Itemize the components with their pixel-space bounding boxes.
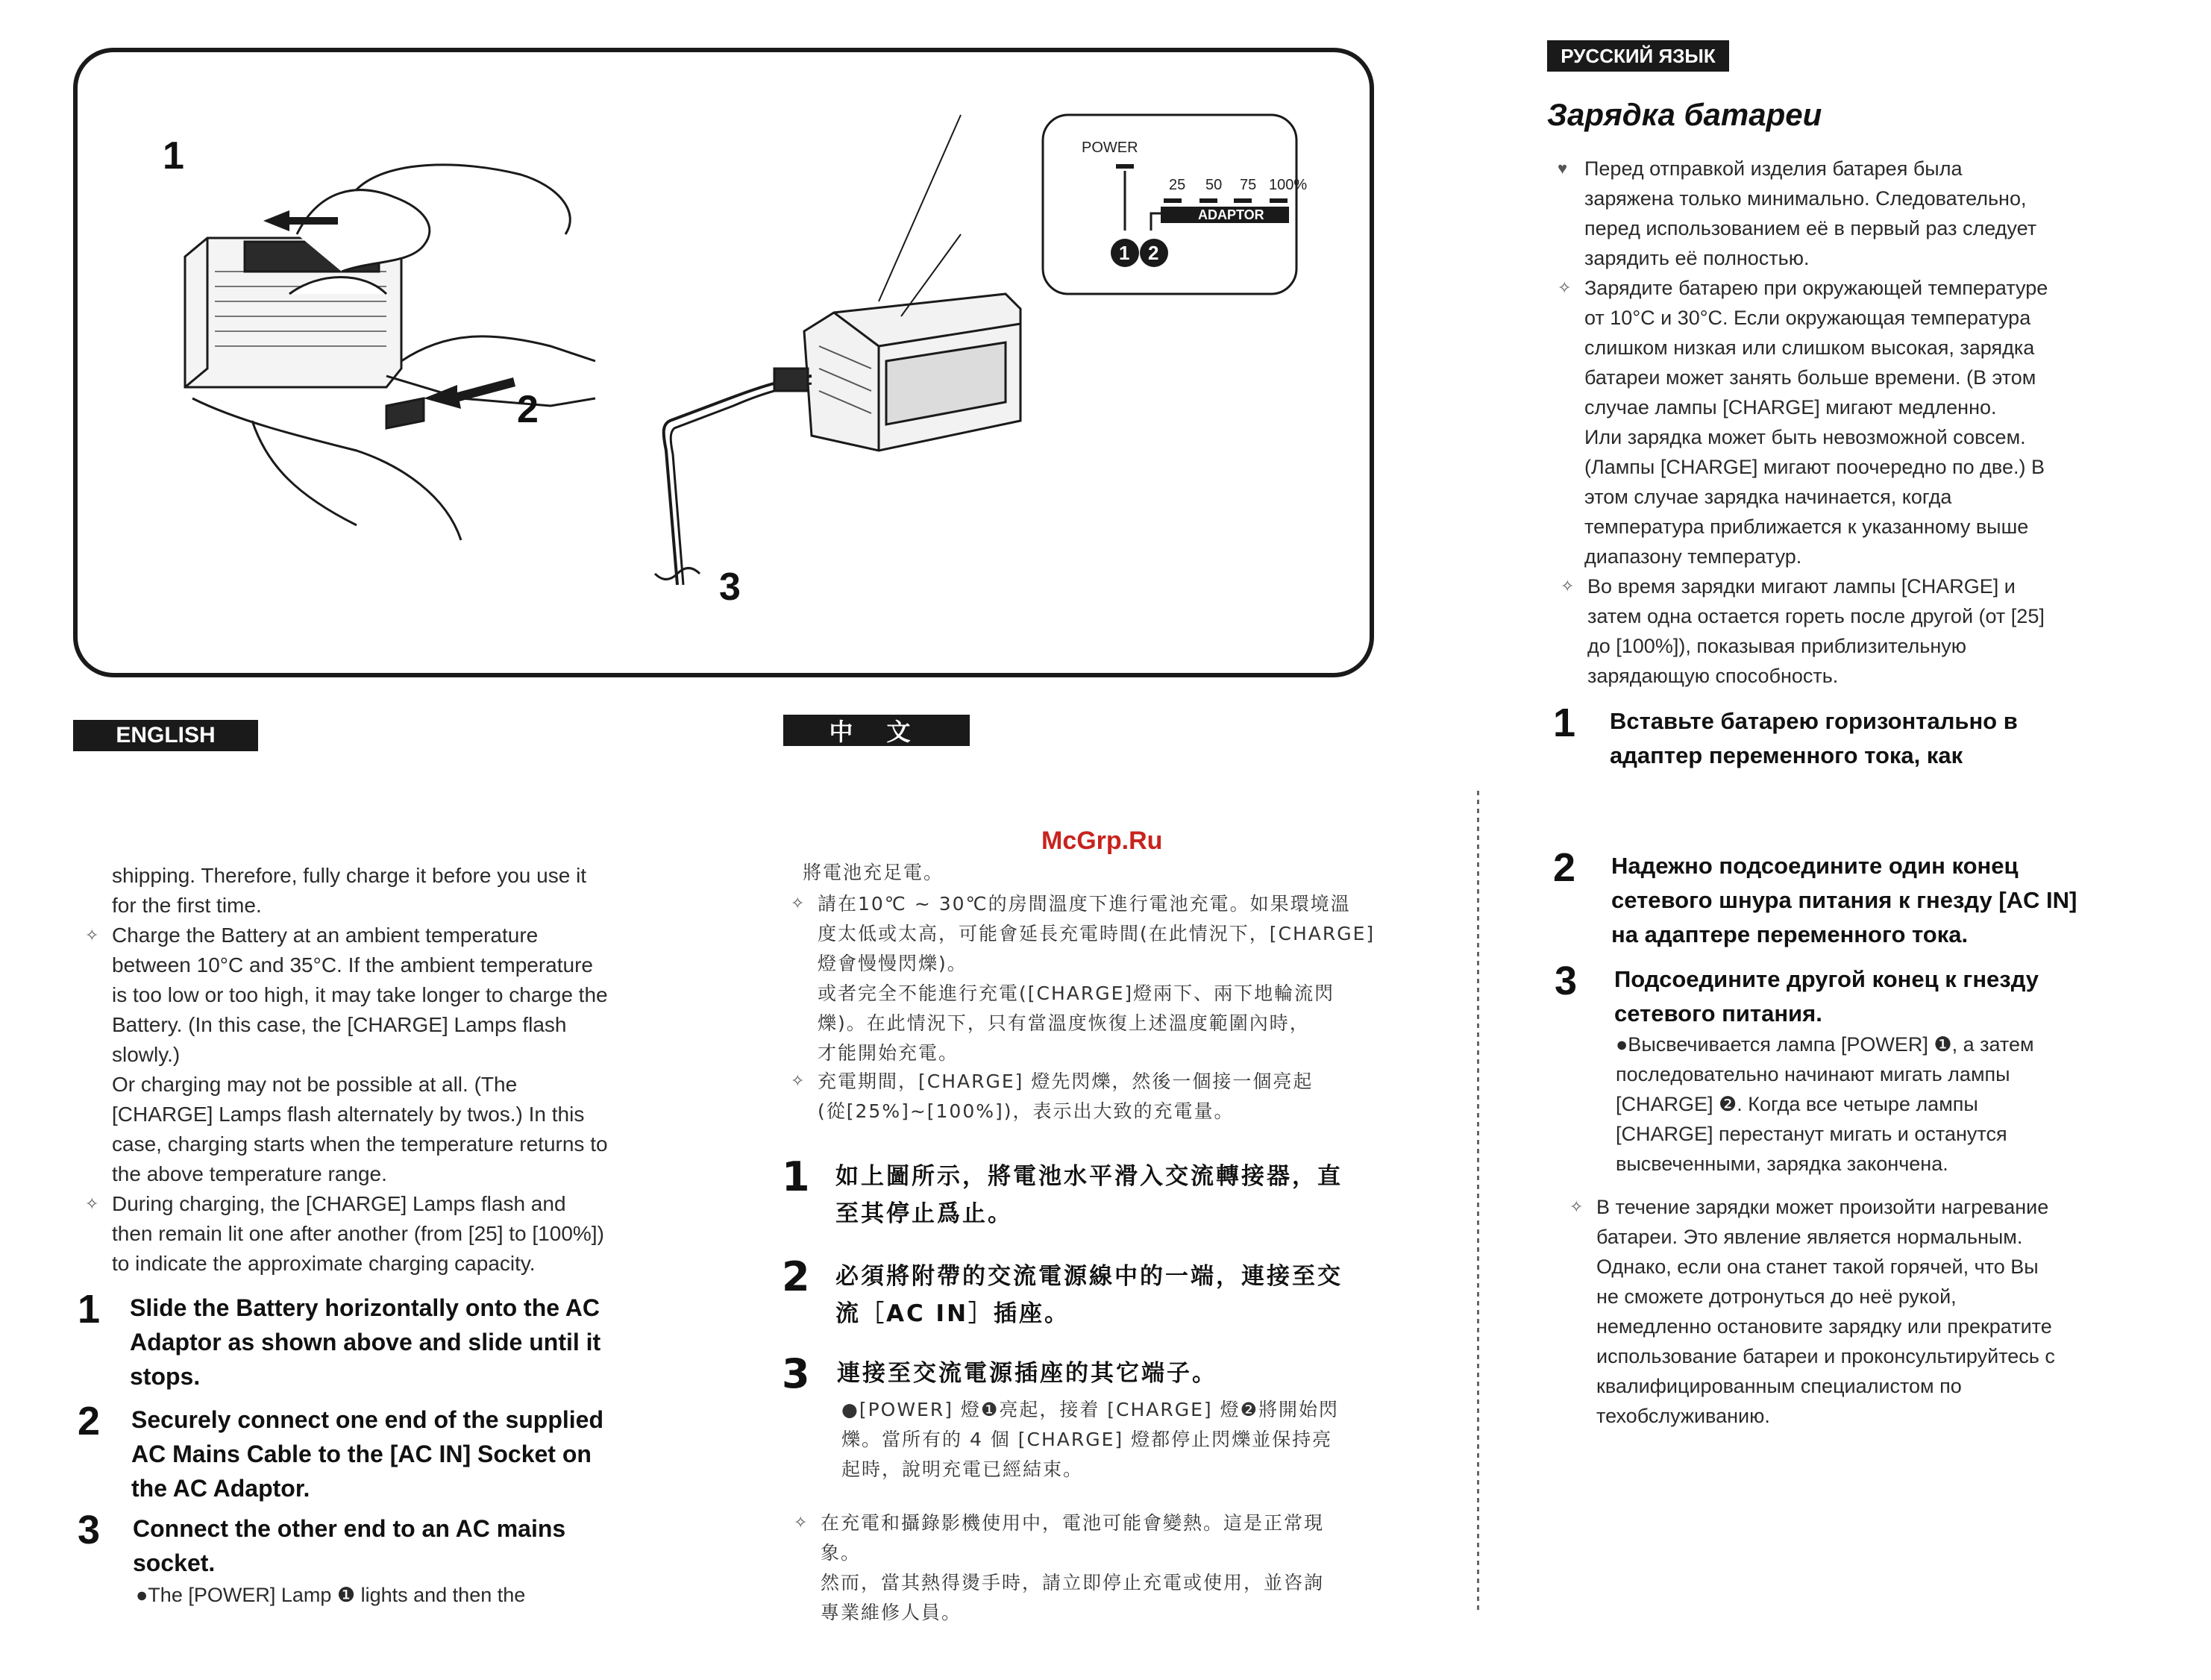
step-detail-line: ●[POWER] 燈❶亮起，接着 [CHARGE] 燈❷將開始閃 — [841, 1399, 1340, 1420]
charging-illustration — [73, 48, 1374, 677]
step-detail-line: ●Высвечивается лампа [POWER] ❶, а затем — [1616, 1033, 2034, 1056]
note-icon: ✧ — [794, 1514, 809, 1532]
note-icon: ✧ — [1569, 1197, 1584, 1216]
charge-lamp-100 — [1270, 198, 1288, 203]
charge-lamp-75 — [1234, 198, 1252, 203]
charge-tick-50: 50 — [1205, 177, 1223, 193]
step-text-line: Slide the Battery horizontally onto the AC — [130, 1294, 600, 1321]
step-text-line: Connect the other end to an AC mains — [133, 1515, 566, 1542]
russian-bullet-line: (Лампы [CHARGE] мигают поочередно по две.) В — [1584, 456, 2045, 478]
russian-note-line: немедленно остановите зарядку или прекратите — [1596, 1315, 2052, 1338]
russian-bullet-line: Или зарядка может быть невозможной совсем. — [1584, 426, 2026, 448]
heart-bullet-icon: ♥ — [1558, 159, 1568, 178]
chinese-note-line: 然而，當其熱得燙手時，請立即停止充電或使用，並咨詢 — [821, 1572, 1325, 1593]
english-intro-line: for the first time. — [112, 894, 262, 917]
step-number: 2 — [1553, 845, 1576, 890]
note-icon: ✧ — [1561, 577, 1575, 595]
russian-bullet-line: до [100%]), показывая приблизительную — [1587, 635, 1966, 657]
figure-step-2: 2 — [517, 388, 539, 431]
step-text-line: 流［AC IN］插座。 — [835, 1300, 1070, 1327]
russian-bullet-line: перед использованием её в первый раз следует — [1584, 217, 2037, 239]
russian-bullet-line: случае лампы [CHARGE] мигают медленно. — [1584, 396, 1997, 419]
site-watermark: McGrp.Ru — [1041, 827, 1163, 855]
figure-step-1: 1 — [163, 134, 184, 178]
step-text-line: Подсоедините другой конец к гнезду — [1614, 966, 2039, 992]
note-icon: ✧ — [791, 894, 806, 913]
english-bullet-line: Or charging may not be possible at all. (The — [112, 1073, 518, 1096]
russian-bullet-line: Зарядите батарею при окружающей температуре — [1584, 277, 2048, 299]
english-tag: ENGLISH — [73, 720, 258, 751]
english-bullet-charging — [85, 1189, 701, 1279]
note-icon: ✧ — [85, 926, 99, 944]
step-detail-line: высвеченными, зарядка закончена. — [1616, 1153, 1948, 1175]
chinese-bullet-charging — [791, 1067, 1414, 1126]
russian-note-line: использование батареи и проконсультируйтесь с — [1596, 1345, 2055, 1367]
charge-lamp-25 — [1164, 198, 1182, 203]
step-text-line: stops. — [130, 1363, 201, 1390]
english-bullet-line: the above temperature range. — [112, 1162, 387, 1185]
english-intro — [112, 861, 694, 921]
russian-bullet-line: затем одна остается гореть после другой (от [25] — [1587, 605, 2045, 627]
lamp-panel-callout — [1043, 115, 1307, 294]
adaptor-badge-label: ADAPTOR — [1198, 207, 1264, 222]
step-text-line: на адаптере переменного тока. — [1611, 921, 1969, 947]
chinese-bullet-line: 充電期間，[CHARGE] 燈先閃爍，然後一個接一個亮起 — [818, 1071, 1314, 1092]
callout-circle-1-label: 1 — [1119, 242, 1130, 264]
note-icon: ✧ — [1558, 278, 1572, 297]
russian-bullet-line: этом случае зарядка начинается, когда — [1584, 486, 1952, 508]
chinese-intro-line: 將電池充足電。 — [803, 862, 944, 883]
callout-circle-2-label: 2 — [1148, 242, 1159, 264]
russian-bullet-line: Во время зарядки мигают лампы [CHARGE] и — [1587, 575, 2016, 598]
russian-bullet-line: зарядить её полностью. — [1584, 247, 1810, 269]
note-icon: ✧ — [791, 1072, 806, 1091]
charge-lamp-50 — [1199, 198, 1217, 203]
russian-note-line: батареи. Это явление является нормальным. — [1596, 1226, 2023, 1248]
chinese-intro — [803, 858, 1399, 888]
english-bullet-line: slowly.) — [112, 1043, 181, 1066]
power-lamp-label: POWER — [1082, 140, 1138, 156]
step-text-line: 至其停止爲止。 — [835, 1200, 1013, 1227]
russian-bullet-line: от 10°C и 30°C. Если окружающая температура — [1584, 307, 2031, 329]
english-bullet-line: [CHARGE] Lamps flash alternately by twos.) In this — [112, 1103, 585, 1126]
russian-title: Зарядка батареи — [1547, 97, 1822, 132]
step-text-line: адаптер переменного тока, как — [1610, 742, 1963, 768]
step-number: 2 — [782, 1253, 810, 1300]
english-bullet-line: case, charging starts when the temperature returns to — [112, 1132, 608, 1156]
russian-tag: РУССКИЙ ЯЗЫК — [1547, 40, 1729, 72]
step-text-line: Вставьте батарею горизонтально в — [1610, 708, 2018, 734]
russian-note-line: В течение зарядки может произойти нагревание — [1596, 1196, 2049, 1218]
step-text-line: 必須將附帶的交流電源線中的一端，連接至交 — [835, 1263, 1343, 1290]
chinese-bullet-line: 才能開始充電。 — [818, 1042, 959, 1064]
russian-bullet-line: Перед отправкой изделия батарея была — [1584, 157, 1963, 180]
step-number: 1 — [782, 1153, 810, 1200]
step-text-line: 連接至交流電源插座的其它端子。 — [837, 1360, 1217, 1387]
step-detail-line: 起時，說明充電已經結束。 — [841, 1458, 1084, 1480]
russian-bullet-temperature — [1558, 273, 2196, 571]
english-intro-line: shipping. Therefore, fully charge it before you use it — [112, 864, 587, 887]
step-detail-line: [CHARGE] перестанут мигать и останутся — [1616, 1123, 2007, 1145]
step-number: 3 — [78, 1508, 101, 1552]
charge-tick-100: 100% — [1269, 177, 1308, 193]
english-bullet-line: between 10°C and 35°C. If the ambient temperature — [112, 953, 593, 977]
chinese-note-line: 在充電和攝錄影機使用中，電池可能會變熱。這是正常現 — [821, 1512, 1325, 1534]
english-step-3-detail: ●The [POWER] Lamp ❶ lights and then the — [136, 1584, 526, 1606]
chinese-bullet-line: (從[25%]~[100%])，表示出大致的充電量。 — [818, 1100, 1235, 1122]
russian-bullet-line: температура приближается к указанному выше — [1584, 515, 2029, 538]
english-bullet-line: Charge the Battery at an ambient temperature — [112, 924, 539, 947]
power-lamp — [1116, 164, 1134, 169]
russian-bullet-charging — [1561, 571, 2199, 691]
chinese-note-line: 專業維修人員。 — [821, 1602, 962, 1623]
chinese-bullet-line: 爍)。在此情況下，只有當溫度恢復上述溫度範圍內時， — [818, 1012, 1310, 1034]
chinese-note-line: 象。 — [821, 1542, 862, 1564]
callout-lines — [879, 115, 961, 316]
chinese-step-3-detail — [841, 1395, 1423, 1485]
step-detail-line: [CHARGE] ❷. Когда все четыре лампы — [1616, 1093, 1978, 1115]
russian-bullet-line: батареи может занять больше времени. (В этом — [1584, 366, 2036, 389]
russian-bullet-line: зарядающую способность. — [1587, 665, 1839, 687]
charge-tick-25: 25 — [1169, 177, 1186, 193]
adaptor-with-battery-drawing — [185, 165, 595, 540]
step-number: 1 — [1553, 700, 1576, 745]
step-text-line: Adaptor as shown above and slide until it — [130, 1329, 601, 1355]
column-divider — [1477, 791, 1479, 1611]
step-text-line: 如上圖所示，將電池水平滑入交流轉接器，直 — [835, 1163, 1343, 1190]
note-icon: ✧ — [85, 1194, 99, 1213]
step-text-line: Securely connect one end of the supplied — [131, 1406, 603, 1433]
russian-step-3-detail — [1616, 1029, 2198, 1179]
english-bullet-line: to indicate the approximate charging capacity. — [112, 1252, 536, 1275]
russian-note-heat — [1569, 1192, 2193, 1431]
chinese-bullet-line: 燈會慢慢閃爍)。 — [818, 953, 967, 974]
step-text-line: the AC Adaptor. — [131, 1475, 310, 1502]
russian-note-line: не сможете дотронуться до неё рукой, — [1596, 1285, 1957, 1308]
english-bullet-line: During charging, the [CHARGE] Lamps flash and — [112, 1192, 566, 1215]
step-text-line: сетевого питания. — [1614, 1000, 1822, 1027]
chinese-bullet-line: 或者完全不能進行充電([CHARGE]燈兩下、兩下地輪流閃 — [818, 982, 1335, 1004]
russian-bullet-line: диапазону температур. — [1584, 545, 1802, 568]
step-text-line: сетевого шнура питания к гнезду [AC IN] — [1611, 887, 2077, 913]
step-number: 3 — [782, 1350, 810, 1397]
step-text-line: AC Mains Cable to the [AC IN] Socket on — [131, 1441, 592, 1467]
russian-bullet-shipping — [1558, 154, 2196, 273]
step-number: 2 — [78, 1399, 101, 1444]
step-detail-line: 爍。當所有的 4 個 [CHARGE] 燈都停止閃爍並保持亮 — [841, 1429, 1333, 1450]
step-text-line: socket. — [133, 1549, 216, 1576]
russian-note-line: техобслуживанию. — [1596, 1405, 1770, 1427]
russian-note-line: Однако, если она станет такой горячей, что Вы — [1596, 1256, 2039, 1278]
charge-tick-75: 75 — [1240, 177, 1257, 193]
adaptor-cable-drawing — [655, 294, 1020, 585]
english-bullet-temperature — [85, 921, 694, 1189]
chinese-bullet-line: 請在10℃ ~ 30℃的房間溫度下進行電池充電。如果環境溫 — [818, 893, 1351, 915]
figure-step-3: 3 — [719, 565, 741, 609]
chinese-bullet-line: 度太低或太高，可能會延長充電時間(在此情況下，[CHARGE] — [818, 923, 1376, 944]
chinese-note-heat — [794, 1508, 1417, 1628]
step-detail-line: последовательно начинают мигать лампы — [1616, 1063, 2010, 1085]
chinese-bullet-temperature — [791, 889, 1414, 1068]
english-bullet-line: is too low or too high, it may take longer to charge the — [112, 983, 608, 1006]
english-bullet-line: Battery. (In this case, the [CHARGE] Lamps flash — [112, 1013, 567, 1036]
chinese-tag: 中 文 — [783, 715, 970, 746]
step-number: 3 — [1555, 959, 1578, 1003]
arrow-insert-cable — [424, 377, 515, 409]
english-bullet-line: then remain lit one after another (from [25] to [100%]) — [112, 1222, 604, 1245]
step-text-line: Надежно подсоедините один конец — [1611, 853, 2019, 879]
russian-note-line: квалифицированным специалистом по — [1596, 1375, 1962, 1397]
russian-bullet-line: заряжена только минимально. Следовательно, — [1584, 187, 2027, 210]
step-number: 1 — [78, 1287, 101, 1332]
russian-bullet-line: слишком низкая или слишком высокая, зарядка — [1584, 336, 2035, 359]
